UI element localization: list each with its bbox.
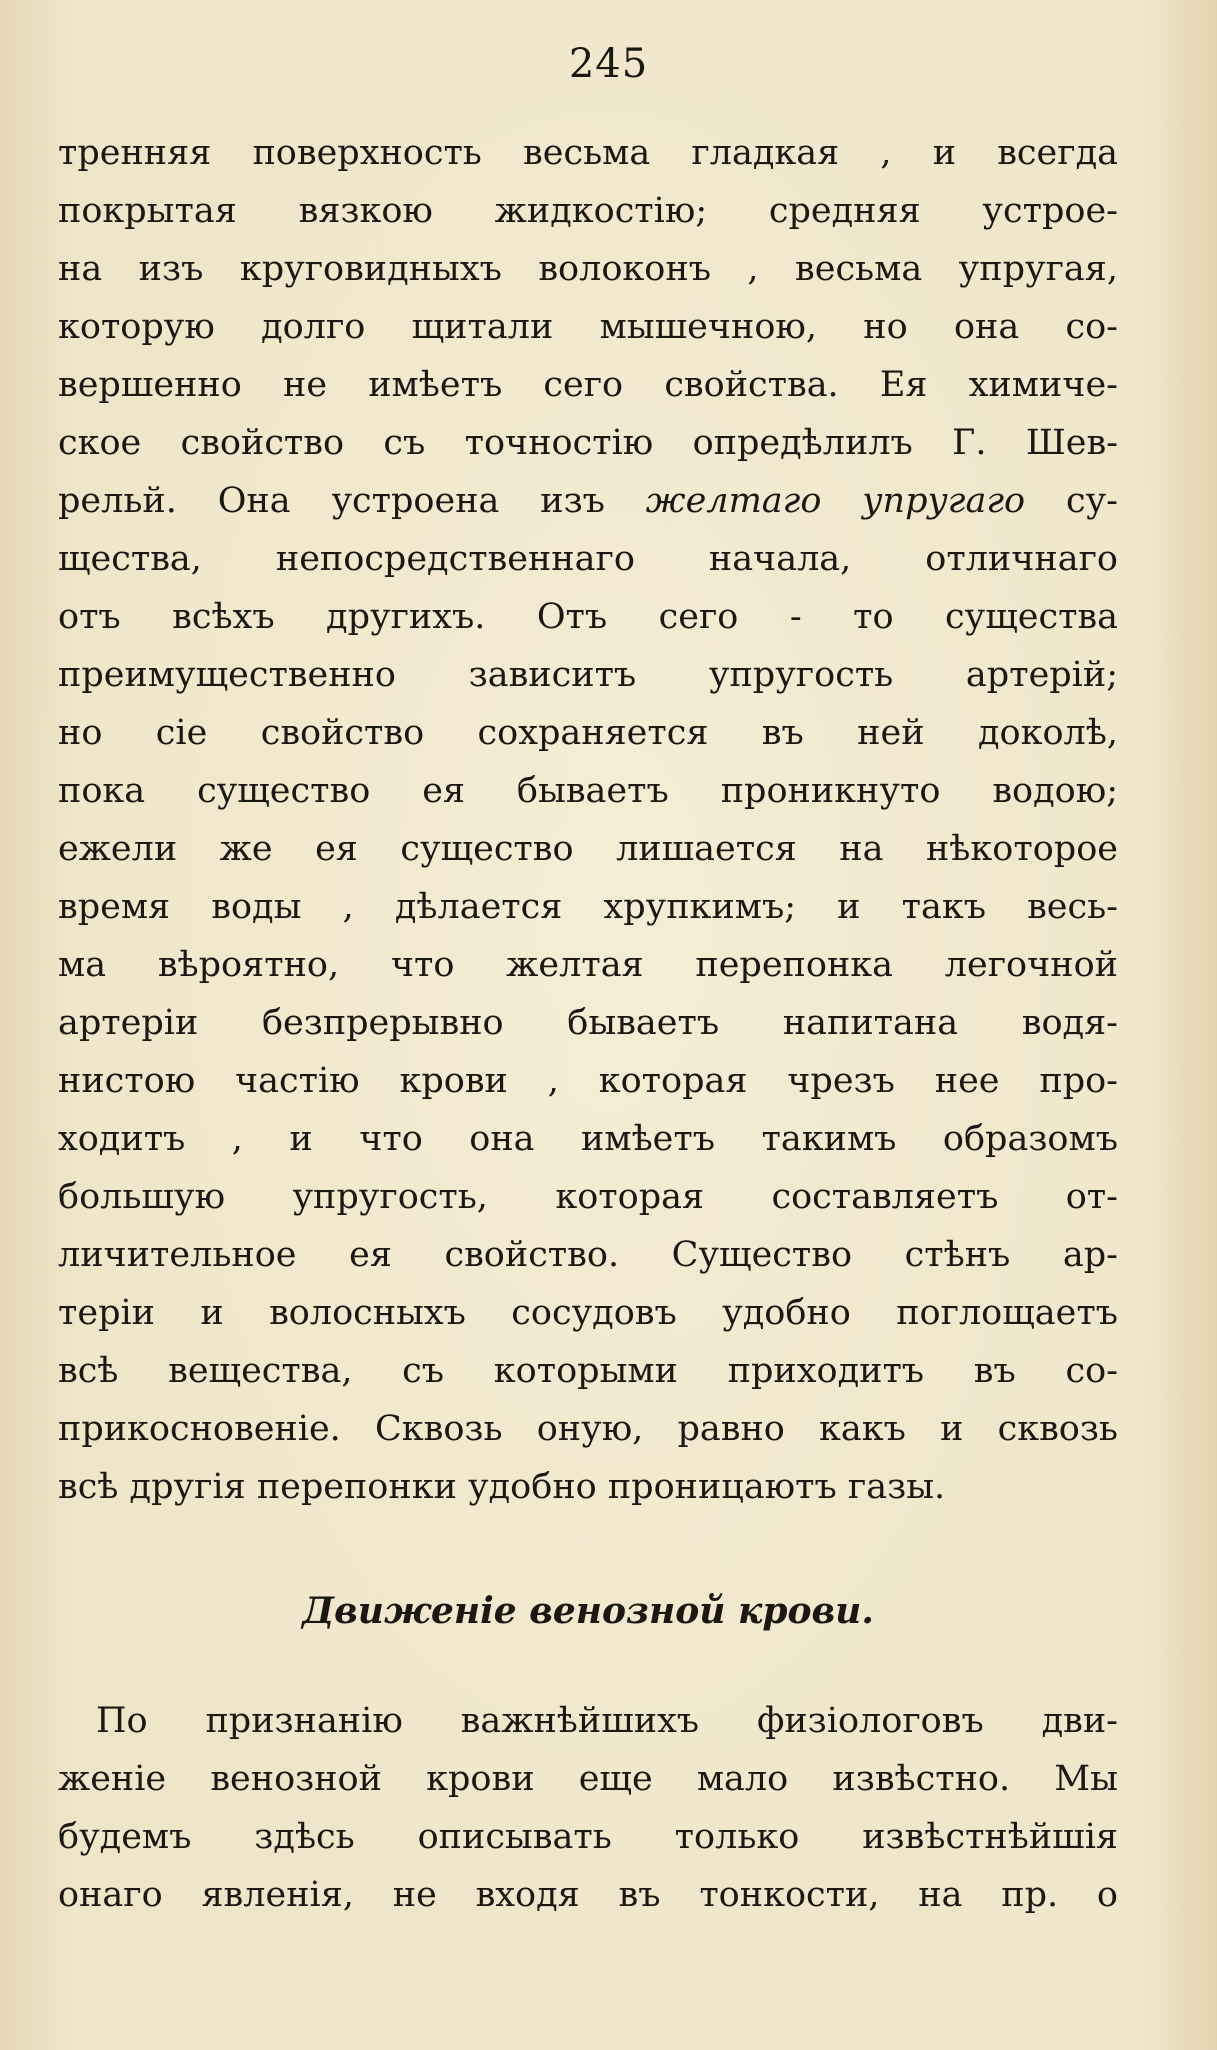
text-line: пока существо ея бываетъ проникнуто водою; — [58, 771, 1118, 811]
text-line: на изъ круговидныхъ волоконъ , весьма упругая, — [58, 249, 1118, 289]
text-line: ежели же ея существо лишается на нѣкоторое — [58, 829, 1118, 869]
text-line: но сіе свойство сохраняется въ ней доколѣ, — [58, 713, 1118, 753]
text-line: которую долго щитали мышечною, но она со- — [58, 307, 1118, 347]
text-line — [58, 472, 1118, 530]
text-line: ходитъ , и что она имѣетъ такимъ образомъ — [58, 1119, 1118, 1159]
text-line: ма вѣроятно, что желтая перепонка легочной — [58, 945, 1118, 985]
text-line: всѣ другія перепонки удобно проницаютъ газы. — [58, 1467, 946, 1507]
text-line: прикосновеніе. Сквозь оную, равно какъ и сквозь — [58, 1409, 1118, 1449]
text-line: щества, непосредственнаго начала, отличнаго — [58, 539, 1118, 579]
text-line: покрытая вязкою жидкостію; средняя устрое- — [58, 191, 1118, 231]
text-line: ское свойство съ точностію опредѣлилъ Г. Шев- — [58, 423, 1118, 463]
page-number: 245 — [568, 41, 649, 87]
text-line: преимущественно зависитъ упругость артерій; — [58, 655, 1118, 695]
text-line: личительное ея свойство. Существо стѣнъ ар- — [58, 1235, 1118, 1275]
text-line: будемъ здѣсь описывать только извѣстнѣйшія — [58, 1817, 1118, 1857]
section-heading: Движеніе венозной крови. — [302, 1590, 874, 1632]
text-line: всѣ вещества, съ которыми приходитъ въ со- — [58, 1351, 1118, 1391]
text-line: По признанію важнѣйшихъ физіологовъ дви- — [96, 1701, 1118, 1741]
text-line: вершенно не имѣетъ сего свойства. Ея химиче- — [58, 365, 1118, 405]
text-line: время воды , дѣлается хрупкимъ; и такъ весь- — [58, 887, 1118, 927]
italic-term: желтаго упругаго — [645, 481, 1026, 521]
text-line: тренняя поверхность весьма гладкая , и всегда — [58, 133, 1118, 173]
text-line: отъ всѣхъ другихъ. Отъ сего - то существа — [58, 597, 1118, 637]
text-line: женіе венозной крови еще мало извѣстно. Мы — [58, 1759, 1118, 1799]
text-line: теріи и волосныхъ сосудовъ удобно поглощаетъ — [58, 1293, 1118, 1333]
text-line: онаго явленія, не входя въ тонкости, на пр. о — [58, 1875, 1118, 1915]
text-run: су- — [1025, 481, 1118, 521]
text-line: артеріи безпрерывно бываетъ напитана водя- — [58, 1003, 1118, 1043]
text-run: рельй. Она устроена изъ — [58, 481, 646, 521]
text-line: нистою частію крови , которая чрезъ нее про- — [58, 1061, 1118, 1101]
text-line: большую упругость, которая составляетъ от- — [58, 1177, 1118, 1217]
